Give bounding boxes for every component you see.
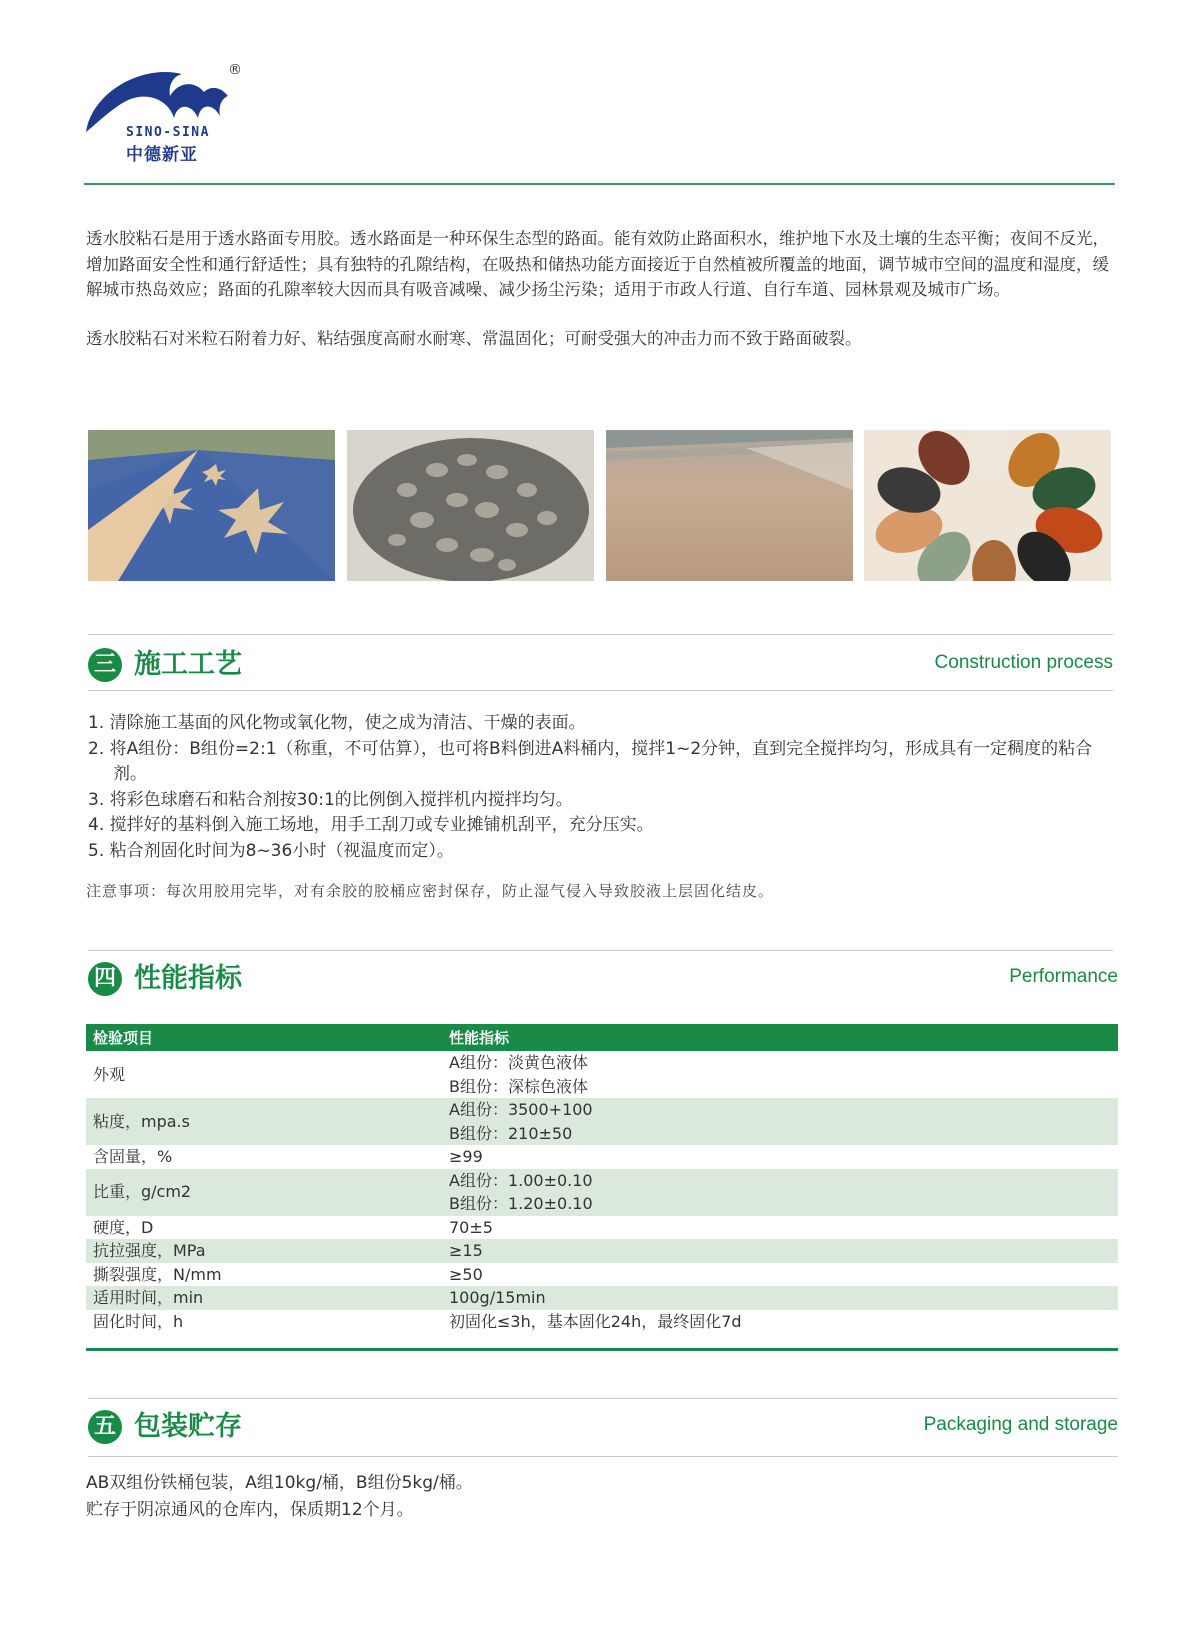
value-line: A组份：1.00±0.10 — [449, 1170, 593, 1190]
section-number-badge: 三 — [88, 648, 122, 682]
section-divider — [88, 634, 1113, 635]
value-line: B组份：1.20±0.10 — [449, 1194, 593, 1213]
photo-pebble-pile — [347, 430, 594, 581]
step-item: 1. 清除施工基面的风化物或氧化物，使之成为清洁、干燥的表面。 — [88, 713, 586, 733]
table-row — [86, 1216, 1118, 1240]
table-row — [86, 1239, 1118, 1263]
logo-chinese-text: 中德新亚 — [126, 145, 198, 165]
packaging-line: AB双组份铁桶包装，A组10kg/桶，B组份5kg/桶。 — [86, 1473, 473, 1493]
column-header-item: 检验项目 — [86, 1024, 441, 1051]
row-value — [441, 1098, 1118, 1145]
section-title-en: Construction process — [934, 652, 1113, 673]
row-item: 外观 — [93, 1064, 126, 1084]
row-value: 100g/15min — [441, 1286, 1118, 1310]
packaging-text — [86, 1470, 473, 1524]
table-row — [86, 1310, 1118, 1334]
section-divider — [88, 1398, 1118, 1399]
value-line: B组份：210±50 — [449, 1123, 573, 1143]
row-item: 抗拉强度，MPa — [86, 1239, 441, 1263]
header-divider — [84, 183, 1115, 185]
row-item: 硬度，D — [93, 1217, 154, 1237]
value-line: A组份：淡黄色液体 — [449, 1053, 588, 1072]
row-item: 含固量，% — [93, 1147, 173, 1166]
company-logo — [82, 62, 252, 165]
photo-blue-pavement — [88, 430, 335, 581]
table-header-row — [86, 1024, 1118, 1051]
row-value: ≥99 — [449, 1147, 483, 1166]
row-item: 适用时间，min — [86, 1286, 441, 1310]
row-item: 固化时间，h — [93, 1311, 184, 1331]
section-divider — [88, 950, 1113, 951]
logo-latin-text: SINO-SINA — [126, 125, 210, 140]
caution-note: 注意事项：每次用胶用完毕，对有余胶的胶桶应密封保存，防止湿气侵入导致胶液上层固化结皮。 — [86, 882, 775, 900]
intro-text — [86, 226, 1116, 374]
row-item: 撕裂强度，N/mm — [93, 1264, 222, 1284]
table-row — [86, 1286, 1118, 1310]
section-title: 施工工艺 — [134, 649, 242, 680]
table-row — [86, 1263, 1118, 1287]
row-value — [441, 1169, 1118, 1216]
row-value: 初固化≤3h，基本固化24h，最终固化7d — [449, 1311, 742, 1331]
step-item: 3. 将彩色球磨石和粘合剂按30:1的比例倒入搅拌机内搅拌均匀。 — [88, 789, 573, 810]
construction-steps — [88, 711, 1118, 864]
registered-mark: ® — [228, 62, 242, 78]
column-header-spec: 性能指标 — [441, 1024, 1118, 1051]
section-title-en: Packaging and storage — [923, 1414, 1118, 1435]
packaging-line: 贮存于阴凉通风的仓库内，保质期12个月。 — [86, 1500, 414, 1520]
photo-permeable-road — [606, 430, 853, 581]
table-row — [86, 1098, 1118, 1145]
table-row — [86, 1169, 1118, 1216]
intro-paragraph: 透水胶粘石对米粒石附着力好、粘结强度高耐水耐寒、常温固化；可耐受强大的冲击力而不致于路面破裂。 — [86, 328, 862, 348]
row-value: ≥15 — [441, 1239, 1118, 1263]
section-number-badge: 五 — [88, 1410, 122, 1444]
section-title: 性能指标 — [134, 963, 242, 994]
table-row — [86, 1051, 1118, 1098]
section-title: 包装贮存 — [134, 1411, 242, 1442]
step-item: 2. 将A组份：B组份=2:1（称重，不可估算），也可将B料倒进A料桶内，搅拌1~2分钟，直到完全搅拌均匀，形成具有一定稠度的粘合剂。 — [88, 738, 1093, 784]
section-header-performance — [88, 960, 1118, 1000]
table-row — [86, 1145, 1118, 1169]
section-divider — [88, 690, 1113, 691]
intro-paragraph: 透水胶粘石是用于透水路面专用胶。透水路面是一种环保生态型的路面。能有效防止路面积水，维护地下水及土壤的生态平衡；夜间不反光，增加路面安全性和通行舒适性；具有独特的孔隙结构，在吸热和储热功能方面接近于自然植被所覆盖的地面，调节城市空间的温度和湿度，缓解城市热岛效应；路面的孔隙率较大因而具有吸音减噪、减少扬尘污染；适用于市政人行道、自行车道、园林景观及城市广场。 — [86, 229, 1109, 299]
step-item: 4. 搅拌好的基料倒入施工场地，用手工刮刀或专业摊铺机刮平，充分压实。 — [88, 815, 654, 835]
row-value: ≥50 — [449, 1264, 483, 1284]
section-title-en: Performance — [1009, 966, 1118, 987]
value-line: B组份：深棕色液体 — [449, 1076, 588, 1096]
row-value: 70±5 — [449, 1217, 493, 1237]
step-item: 5. 粘合剂固化时间为8~36小时（视温度而定）。 — [88, 840, 454, 861]
section-header-construction — [88, 646, 1113, 686]
photo-colored-stones — [864, 430, 1111, 581]
performance-table — [86, 1024, 1118, 1333]
table-bottom-rule — [86, 1348, 1118, 1351]
row-item: 粘度，mpa.s — [86, 1098, 441, 1145]
value-line: A组份：3500+100 — [449, 1100, 593, 1119]
row-item: 比重，g/cm2 — [86, 1169, 441, 1216]
row-value — [441, 1051, 1118, 1098]
section-divider — [88, 1456, 1118, 1457]
section-header-packaging — [88, 1408, 1118, 1448]
section-number-badge: 四 — [88, 962, 122, 996]
